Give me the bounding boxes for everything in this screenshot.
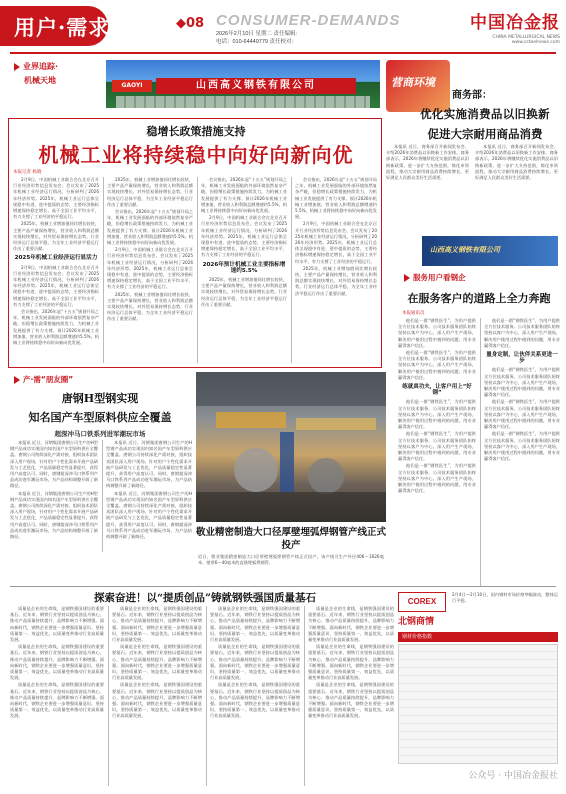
bottom-para-8: 质量是企业的生命线，是钢铁强国建设的重要基石。近年来，钢铁行业坚持以提质创品为核心，推动产品质量持续提升，品牌影响力不断增强。面向新时代，钢铁企业要进一步增强质量意识，坚持质量第一、效益优先，以质量变革推动行业高质量发展。 <box>210 644 300 681</box>
right-top-paragraph-2: 本报讯 近日，商务部召开新闻发布会，介绍2026年消费品以旧换新工作安排。商务部表示，2026年将继续优化实施消费品以旧换新政策，进一步扩大支持范围，简化申领流程，推动大宗耐用商品消费持续增长，更好满足人民群众美好生活需要。 <box>475 144 558 181</box>
right-mid-para-4: 他们是一群“钢铁医生”，为用户提供全方位技术服务。公司技术服务团队始终坚持以客户为中心，深入用户生产现场，解决用户使用过程中遇到的问题，用专业赢得客户信任。 <box>398 431 476 462</box>
right-mid-col-2 <box>480 318 560 586</box>
bottom-title: 探索奋进！以“提质创品”铸就钢铁强国质量基石 <box>93 592 317 604</box>
lower-left-para-4: 本报讯 近日，河钢集团唐钢公司生产的H型钢产品成功实现国内知名国产车型原料供应全覆盖。唐钢公司持续深化产需对接，组织技术团队深入用户现场，针对用户个性化需求开展产品研发与工艺优化，产品质量稳定性显著提升，获得用户高度认可。同时，唐钢超深冲马口铁系列产品成功进军潮玩市场，为产品结构调整开辟了新路径。 <box>106 490 192 540</box>
watermark: 公众号 · 中国冶金报社 <box>468 771 558 781</box>
bottom-para-7: 质量是企业的生命线，是钢铁强国建设的重要基石。近年来，钢铁行业坚持以提质创品为核心，推动产品质量持续提升，品牌影响力不断增强。面向新时代，钢铁企业要进一步增强质量意识，坚持质量第一、效益优先，以质量变革推动行业高质量发展。 <box>210 606 300 643</box>
bottom-para-11: 质量是企业的生命线，是钢铁强国建设的重要基石。近年来，钢铁行业坚持以提质创品为核心，推动产品质量持续提升，品牌影响力不断增强。面向新时代，钢铁企业要进一步增强质量意识，坚持质量第一、效益优先，以质量变革推动行业高质量发展。 <box>308 644 394 681</box>
bottom-para-5: 质量是企业的生命线，是钢铁强国建设的重要基石。近年来，钢铁行业坚持以提质创品为核心，推动产品质量持续提升，品牌影响力不断增强。面向新时代，钢铁企业要进一步增强质量意识，坚持质量第一、效益优先，以质量变革推动行业高质量发展。 <box>112 644 202 681</box>
ad-text: 山西高义钢铁有限公司 <box>196 80 316 91</box>
right-mid-col-1 <box>398 318 476 586</box>
kicker-sub: 机械天地 <box>24 76 56 85</box>
corex-logo-icon <box>398 592 446 612</box>
phone-line: 电话：010-64449779 责任校对： <box>216 39 298 45</box>
lower-left-para-2: 本报讯 近日，河钢集团唐钢公司生产的H型钢产品成功实现国内知名国产车型原料供应全覆盖。唐钢公司持续深化产需对接，组织技术团队深入用户现场，针对用户个性化需求开展产品研发与工艺优化，产品质量稳定性显著提升，获得用户高度认可。同时，唐钢超深冲马口铁系列产品成功进军潮玩市场，为产品结构调整开辟了新路径。 <box>10 490 98 540</box>
right-title-line1: 优化实施消费品以旧换新 <box>420 107 550 121</box>
ad-company-logo-icon: GAOYI <box>112 80 152 92</box>
bottom-col-3 <box>206 606 300 786</box>
bottom-col-1 <box>10 606 104 786</box>
lead-para-a-5: 2月9日，中国机械工业联合会在北京召开行业经济形势信息发布会。会议发布了2025年机械工业经济运行情况，分析研判了2026年经济形势。2025年，机械工业运行总体呈现稳中有进、进中提质的态势，主要经济指标增速保持稳定增长，高于全国工业平均水平，有力支撑了工业经济的平稳运行。 <box>295 221 377 264</box>
bottom-para-4: 质量是企业的生命线，是钢铁强国建设的重要基石。近年来，钢铁行业坚持以提质创品为核心，推动产品质量持续提升，品牌影响力不断增强。面向新时代，钢铁企业要进一步增强质量意识，坚持质量第一、效益优先，以质量变革推动行业高质量发展。 <box>112 606 202 643</box>
right-mid-para-7: 他们是一群“钢铁医生”，为用户提供全方位技术服务。公司技术服务团队始终坚持以客户为中心，深入用户生产现场，解决用户使用过程中遇到的问题，用专业赢得客户信任。 <box>484 367 560 398</box>
lead-para-b-5: 2025年，机械工业增加值同比增长较快，主要产品产量保持增长，营业收入和利润总额实现较快增长，对外贸易保持增长态势，行业经济运行总体平稳，为全年工业经济平稳运行作出了重要贡献。 <box>295 265 377 296</box>
left-kicker <box>14 61 76 103</box>
bottom-para-2: 质量是企业的生命线，是钢铁强国建设的重要基石。近年来，钢铁行业坚持以提质创品为核心，推动产品质量持续提升，品牌影响力不断增强。面向新时代，钢铁企业要进一步增强质量意识，坚持质量第一、效益优先，以质量变革推动行业高质量发展。 <box>10 644 104 681</box>
lead-para-a: 2月9日，中国机械工业联合会在北京召开行业经济形势信息发布会。会议发布了2025年机械工业经济运行情况，分析研判了2026年经济形势。2025年，机械工业运行总体呈现稳中有进、进中提质的态势，主要经济指标增速保持稳定增长，高于全国工业平均水平，有力支撑了工业经济的平稳运行。 <box>13 177 99 220</box>
kicker-text: 业界追踪· <box>23 62 59 71</box>
masthead-rule <box>10 52 556 54</box>
bottom-para-10: 质量是企业的生命线，是钢铁强国建设的重要基石。近年来，钢铁行业坚持以提质创品为核心，推动产品质量持续提升，品牌影响力不断增强。面向新时代，钢铁企业要进一步增强质量意识，坚持质量第一、效益优先，以质量变革推动行业高质量发展。 <box>308 606 394 643</box>
lower-left-title <box>10 390 190 438</box>
en-title: CONSUMER-DEMANDS <box>216 12 401 29</box>
bottom-para-9: 质量是企业的生命线，是钢铁强国建设的重要基石。近年来，钢铁行业坚持以提质创品为核心，推动产品质量持续提升，品牌影响力不断增强。面向新时代，钢铁企业要进一步增强质量意识，坚持质量第一、效益优先，以质量变革推动行业高质量发展。 <box>210 682 300 719</box>
page-number: ◆08 <box>176 16 205 31</box>
logo-cn: 中国冶金报 <box>470 13 560 33</box>
lower-title-line1: 唐钢H型钢实现 <box>61 392 139 405</box>
newspaper-logo <box>460 8 560 48</box>
ad-building-shape <box>116 96 370 108</box>
right-mid-para-1: 他们是一群“钢铁医生”，为用户提供全方位技术服务。公司技术服务团队始终坚持以客户为中心，深入用户生产现场，解决用户使用过程中遇到的问题，用专业赢得客户信任。 <box>398 318 476 348</box>
corex-label: COREX <box>407 597 437 606</box>
logo-en: CHINA METALLURGICAL NEWS <box>492 35 560 40</box>
right-section-label: 商务部： <box>452 90 492 101</box>
section-title: 用户·需求 <box>14 15 111 40</box>
lower-left-col-2 <box>102 440 192 552</box>
market-box <box>398 592 558 788</box>
kicker-line <box>14 61 76 72</box>
lead-para-b-4: 2025年，机械工业增加值同比增长较快，主要产品产量保持增长，营业收入和利润总额实现较快增长，对外贸易保持增长态势，行业经济运行总体平稳，为全年工业经济平稳运行作出了重要贡献。 <box>201 277 287 307</box>
lead-para-c-2: 会议指出，2026年是“十五五”规划开局之年，机械工业发展面临的外部环境依然复杂严峻，但稳增长政策措施持续发力，为机械工业发展提供了有力支撑。预计2026年机械工业增加值、营业收入和利润总额增速约5.5%，机械工业将持续稳中向好向新向优发展。 <box>107 209 193 246</box>
right-top-title <box>412 106 558 142</box>
right-mid-para-2: 他们是一群“钢铁医生”，为用户提供全方位技术服务。公司技术服务团队始终坚持以客户为中心，深入用户生产现场，解决用户使用过程中遇到的问题，用专业赢得客户信任。 <box>398 350 476 380</box>
market-chart <box>398 644 558 764</box>
lead-section2-head: 2026年预计机械工业主要指标增速约5.5% <box>202 261 286 274</box>
right-ad-text: 山西高义钢铁有限公司 <box>430 246 500 254</box>
right-mid-para-9: 他们是一群“钢铁医生”，为用户提供全方位技术服务。公司技术服务团队始终坚持以客户为中心，深入用户生产现场，解决用户使用过程中遇到的问题，用专业赢得客户信任。 <box>484 431 560 462</box>
right-ad-banner[interactable] <box>422 236 558 266</box>
lead-section1-head: 2025年机械工业经济运行显活力 <box>14 255 98 262</box>
bullet-icon <box>14 63 20 71</box>
right-promo-graphic <box>386 60 450 112</box>
right-promo-text: 营商环境 <box>390 76 438 89</box>
bullet-icon-2 <box>404 274 410 282</box>
date-line: 2026年2月10日 星期二 责任编辑： <box>216 31 301 37</box>
market-table-header <box>398 632 558 642</box>
bottom-para-6: 质量是企业的生命线，是钢铁强国建设的重要基石。近年来，钢铁行业坚持以提质创品为核心，推动产品质量持续提升，品牌影响力不断增强。面向新时代，钢铁企业要进一步增强质量意识，坚持质量第一、效益优先，以质量变革推动行业高质量发展。 <box>112 682 202 719</box>
lead-col-1 <box>13 177 99 363</box>
corex-sub: 北钢商情 <box>398 617 435 627</box>
lead-para-b-2: 2025年，机械工业增加值同比增长较快，主要产品产量保持增长，营业收入和利润总额实现较快增长，对外贸易保持增长态势，行业经济运行总体平稳，为全年工业经济平稳运行作出了重要贡献。 <box>107 177 193 207</box>
steel-company-ad[interactable] <box>106 60 380 108</box>
right-top-paragraph: 本报讯 近日，商务部召开新闻发布会，介绍2026年消费品以旧换新工作安排。商务部表示，2026年将继续优化实施消费品以旧换新政策，进一步扩大支持范围，简化申领流程，推动大宗耐用商品消费持续增长，更好满足人民群众美好生活需要。 <box>386 144 469 181</box>
lead-para-b: 2025年，机械工业增加值同比增长较快，主要产品产量保持增长，营业收入和利润总额实现较快增长，对外贸易保持增长态势，行业经济运行总体平稳，为全年工业经济平稳运行作出了重要贡献。 <box>13 221 99 252</box>
market-intro: 2月4日—2月10日，国内钢材市场价格窄幅波动，整体运行平稳。 <box>452 592 558 604</box>
factory-photo <box>196 372 386 522</box>
photo-caption-sub: 近日，敬业集团精密制造大口径厚壁埋弧焊钢管产线正式投产，该产线可生产外径406～1626毫米、壁厚6～40毫米的直缝埋弧焊钢管。 <box>198 554 384 566</box>
bullet-icon-3 <box>14 376 20 384</box>
lead-col-2 <box>103 177 193 363</box>
lead-byline: 本报记者 杨晓 <box>13 170 42 175</box>
masthead-meta <box>216 30 436 46</box>
right-title-line2: 促进大宗耐用商品消费 <box>427 127 543 141</box>
right-mid-kicker-text: 服务用户看钢企 <box>413 273 466 282</box>
lead-para-c-4: 会议指出，2026年是“十五五”规划开局之年，机械工业发展面临的外部环境依然复杂严峻，但稳增长政策措施持续发力，为机械工业发展提供了有力支撑。预计2026年机械工业增加值、营业收入和利润总额增速约5.5%，机械工业将持续稳中向好向新向优发展。 <box>295 177 377 220</box>
market-table-header-text: 钢材价格指数 <box>402 634 433 640</box>
right-top-heading <box>452 86 560 101</box>
lead-subtitle: 稳增长政策措施支持 <box>146 125 246 138</box>
ad-text-band <box>156 78 356 94</box>
right-mid-para-3: 他们是一群“钢铁医生”，为用户提供全方位技术服务。公司技术服务团队始终坚持以客户为中心，深入用户生产现场，解决用户使用过程中遇到的问题，用专业赢得客户信任。 <box>398 399 476 430</box>
masthead-red-block <box>0 6 111 46</box>
bottom-col-2 <box>108 606 202 786</box>
right-mid-byline: 本报通讯员 <box>402 311 425 316</box>
lower-left-para-3: 本报讯 近日，河钢集团唐钢公司生产的H型钢产品成功实现国内知名国产车型原料供应全覆盖。唐钢公司持续深化产需对接，组织技术团队深入用户现场，针对用户个性化需求开展产品研发与工艺优化，产品质量稳定性显著提升，获得用户高度认可。同时，唐钢超深冲马口铁系列产品成功进军潮玩市场，为产品结构调整开辟了新路径。 <box>106 440 192 489</box>
right-mid-title: 在服务客户的道路上全力奔跑 <box>407 292 551 305</box>
right-mid-para-8: 他们是一群“钢铁医生”，为用户提供全方位技术服务。公司技术服务团队始终坚持以客户为中心，深入用户生产现场，解决用户使用过程中遇到的问题，用专业赢得客户信任。 <box>484 399 560 430</box>
logo-url: www.csteelnews.com <box>511 40 560 45</box>
right-mid-para-6: 他们是一群“钢铁医生”，为用户提供全方位技术服务。公司技术服务团队始终坚持以客户为中心，深入用户生产现场，解决用户使用过程中遇到的问题，用专业赢得客户信任。 <box>484 318 560 348</box>
lead-para-a-4: 2月9日，中国机械工业联合会在北京召开行业经济形势信息发布会。会议发布了2025年机械工业经济运行情况，分析研判了2026年经济形势。2025年，机械工业运行总体呈现稳中有进、进中提质的态势，主要经济指标增速保持稳定增长，高于全国工业平均水平，有力支撑了工业经济的平稳运行。 <box>201 215 287 258</box>
lead-para-b-3: 2025年，机械工业增加值同比增长较快，主要产品产量保持增长，营业收入和利润总额实现较快增长，对外贸易保持增长态势，行业经济运行总体平稳，为全年工业经济平稳运行作出了重要贡献。 <box>107 291 193 322</box>
bottom-col-4 <box>304 606 394 786</box>
right-mid-section2-head: 量身定制，让伙伴关系更进一步 <box>486 352 558 365</box>
photo-caption: 敬业精密制造大口径厚壁埋弧焊钢管产线正式投产 <box>196 527 387 551</box>
right-top-body <box>386 144 558 232</box>
lead-para-c-3: 会议指出，2026年是“十五五”规划开局之年，机械工业发展面临的外部环境依然复杂严峻，但稳增长政策措施持续发力，为机械工业发展提供了有力支撑。预计2026年机械工业增加值、营业收入和利润总额增速约5.5%，机械工业将持续稳中向好向新向优发展。 <box>201 177 287 214</box>
factory-photo-art <box>196 372 386 522</box>
lead-para-a-2: 2月9日，中国机械工业联合会在北京召开行业经济形势信息发布会。会议发布了2025年机械工业经济运行情况，分析研判了2026年经济形势。2025年，机械工业运行总体呈现稳中有进、进中提质的态势，主要经济指标增速保持稳定增长，高于全国工业平均水平，有力支撑了工业经济的平稳运行。 <box>13 264 99 307</box>
lower-left-kicker-text: 产·需“朋友圈” <box>23 375 74 384</box>
lead-col-4 <box>291 177 377 363</box>
bottom-rule <box>10 586 556 587</box>
lead-para-a-3: 2月9日，中国机械工业联合会在北京召开行业经济形势信息发布会。会议发布了2025年机械工业经济运行情况，分析研判了2026年经济形势。2025年，机械工业运行总体呈现稳中有进、进中提质的态势，主要经济指标增速保持稳定增长，高于全国工业平均水平，有力支撑了工业经济的平稳运行。 <box>107 247 193 290</box>
lead-article-frame <box>8 118 382 368</box>
lead-col-3 <box>197 177 287 363</box>
right-mid-section1-head: 练就真功夫，让客户用上“好钢” <box>402 384 472 397</box>
lower-left-para-1: 本报讯 近日，河钢集团唐钢公司生产的H型钢产品成功实现国内知名国产车型原料供应全覆盖。唐钢公司持续深化产需对接，组织技术团队深入用户现场，针对用户个性化需求开展产品研发与工艺优化，产品质量稳定性显著提升，获得用户高度认可。同时，唐钢超深冲马口铁系列产品成功进军潮玩市场，为产品结构调整开辟了新路径。 <box>10 440 98 489</box>
lower-left-kicker <box>14 374 73 385</box>
lead-para-c: 会议指出，2026年是“十五五”规划开局之年，机械工业发展面临的外部环境依然复杂严峻，但稳增长政策措施持续发力，为机械工业发展提供了有力支撑。预计2026年机械工业增加值、营业收入和利润总额增速约5.5%，机械工业将持续稳中向好向新向优发展。 <box>13 309 99 346</box>
lower-title-line2: 知名国产车型原料供应全覆盖 <box>28 411 172 424</box>
masthead <box>0 0 566 56</box>
lead-title: 机械工业将持续稳中向好向新向优 <box>38 143 354 167</box>
lower-subtitle: 超深冲马口铁系列进军潮玩市场 <box>54 430 146 438</box>
bottom-para-3: 质量是企业的生命线，是钢铁强国建设的重要基石。近年来，钢铁行业坚持以提质创品为核心，推动产品质量持续提升，品牌影响力不断增强。面向新时代，钢铁企业要进一步增强质量意识，坚持质量第一、效益优先，以质量变革推动行业高质量发展。 <box>10 682 104 719</box>
right-mid-para-5: 他们是一群“钢铁医生”，为用户提供全方位技术服务。公司技术服务团队始终坚持以客户为中心，深入用户生产现场，解决用户使用过程中遇到的问题，用专业赢得客户信任。 <box>398 463 476 494</box>
right-mid-kicker <box>404 272 466 283</box>
lower-left-col-1 <box>10 440 98 552</box>
bottom-para-12: 质量是企业的生命线，是钢铁强国建设的重要基石。近年来，钢铁行业坚持以提质创品为核心，推动产品质量持续提升，品牌影响力不断增强。面向新时代，钢铁企业要进一步增强质量意识，坚持质量第一、效益优先，以质量变革推动行业高质量发展。 <box>308 682 394 719</box>
bottom-para-1: 质量是企业的生命线，是钢铁强国建设的重要基石。近年来，钢铁行业坚持以提质创品为核心，推动产品质量持续提升，品牌影响力不断增强。面向新时代，钢铁企业要进一步增强质量意识，坚持质量第一、效益优先，以质量变革推动行业高质量发展。 <box>10 606 104 643</box>
